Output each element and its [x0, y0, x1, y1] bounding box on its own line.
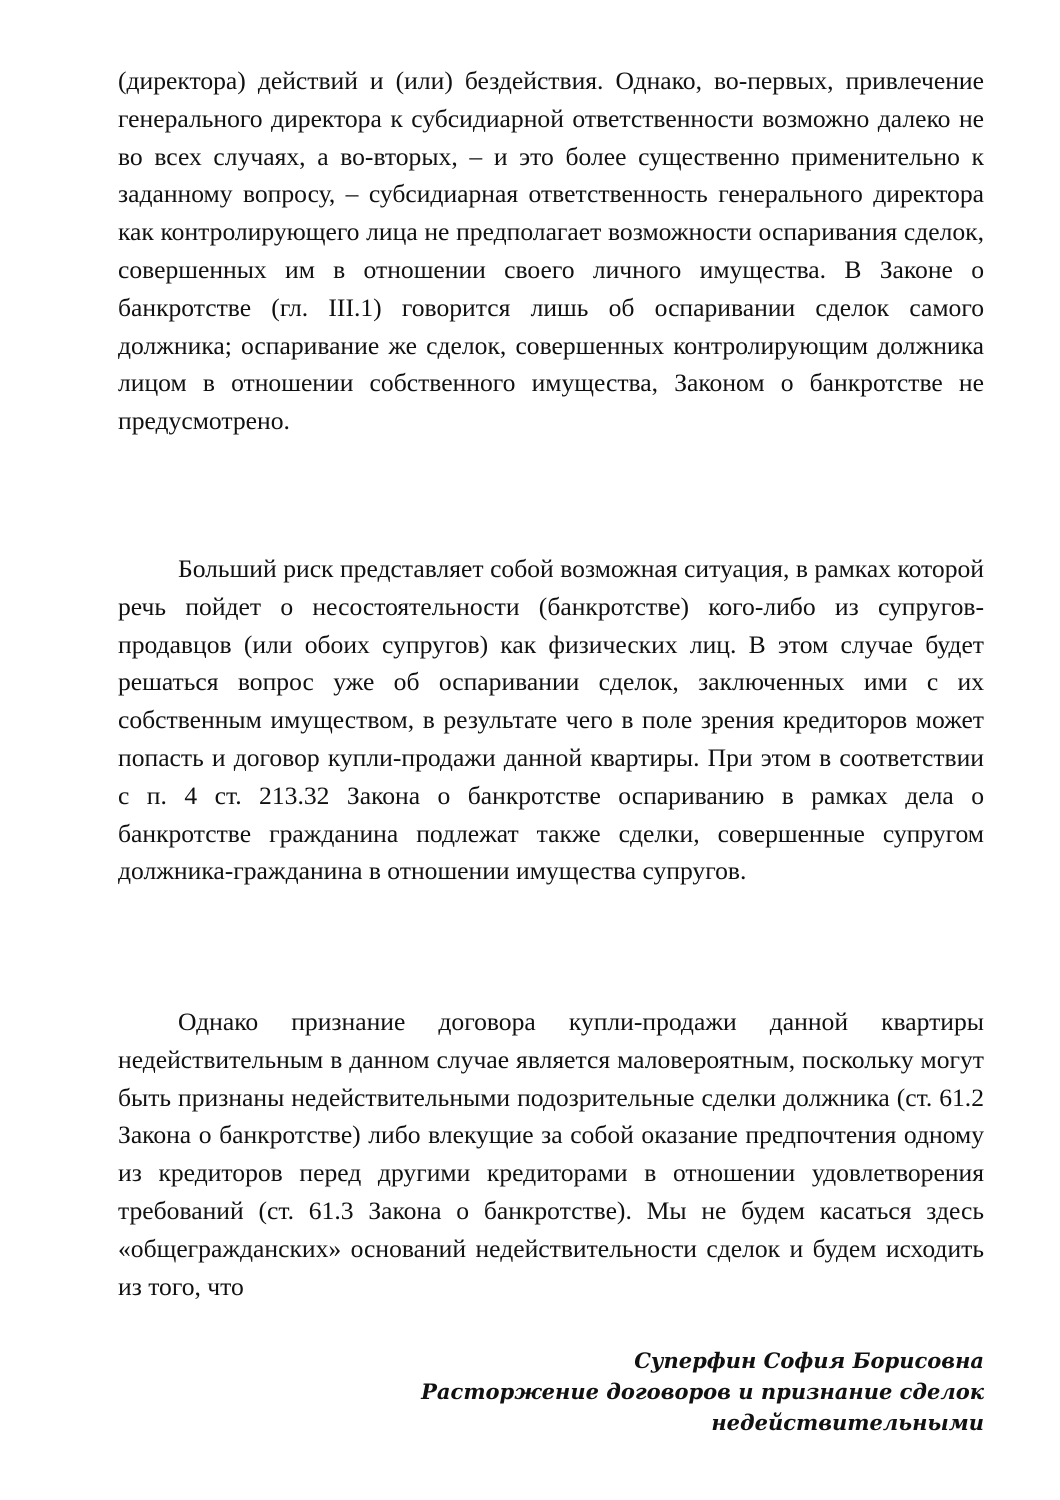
paragraph-3: Однако признание договора купли-продажи данной квартиры недействительным в данном случае является маловероятным, поскольку могут быть признаны недействительными подозрительные сделки должника (ст. 61.2 Закона о банкротстве) либо влекущие за собой оказание предпочтения одному из кредиторов перед другими кредиторами в отношении удовлетворения требований (ст. 61.3 Закона о банкротстве). Мы не будем касаться здесь «общегражданских» оснований недействительности сделок и будем исходить из того, что [118, 1007, 984, 1301]
footer-title-line-2: недействительными [711, 1410, 984, 1435]
paragraph-1: (директора) действий и (или) бездействия. Однако, во-первых, привлечение генерального директора к субсидиарной ответственности возможно далеко не во всех случаях, а во-вторых, – и это более существенно применительно к заданному вопросу, – субсидиарная ответственность генерального директора как контролирующего лица не предполагает возможности оспаривания сделок, совершенных им в отношении своего личного имущества. В Законе о банкротстве (гл. III.1) говорится лишь об оспаривании сделок самого должника; оспаривание же сделок, совершенных контролирующим должника лицом в отношении собственного имущества, Законом о банкротстве не предусмотрено. [118, 66, 984, 436]
paragraph-2: Больший риск представляет собой возможная ситуация, в рамках которой речь пойдет о несостоятельности (банкротстве) кого-либо из супругов-продавцов (или обоих супругов) как физических лиц. В этом случае будет решаться вопрос уже об оспаривании сделок, заключенных ими с их собственным имуществом, в результате чего в поле зрения кредиторов может попасть и договор купли-продажи данной квартиры. При этом в соответствии с п. 4 ст. 213.32 Закона о банкротстве оспариванию в рамках дела о банкротстве гражданина подлежат также сделки, совершенные супругом должника-гражданина в отношении имущества супругов. [118, 554, 984, 886]
footer-author: Суперфин София Борисовна [634, 1348, 984, 1373]
footer-title-line-1: Расторжение договоров и признание сделок [421, 1379, 984, 1404]
page-footer [284, 1345, 984, 1438]
